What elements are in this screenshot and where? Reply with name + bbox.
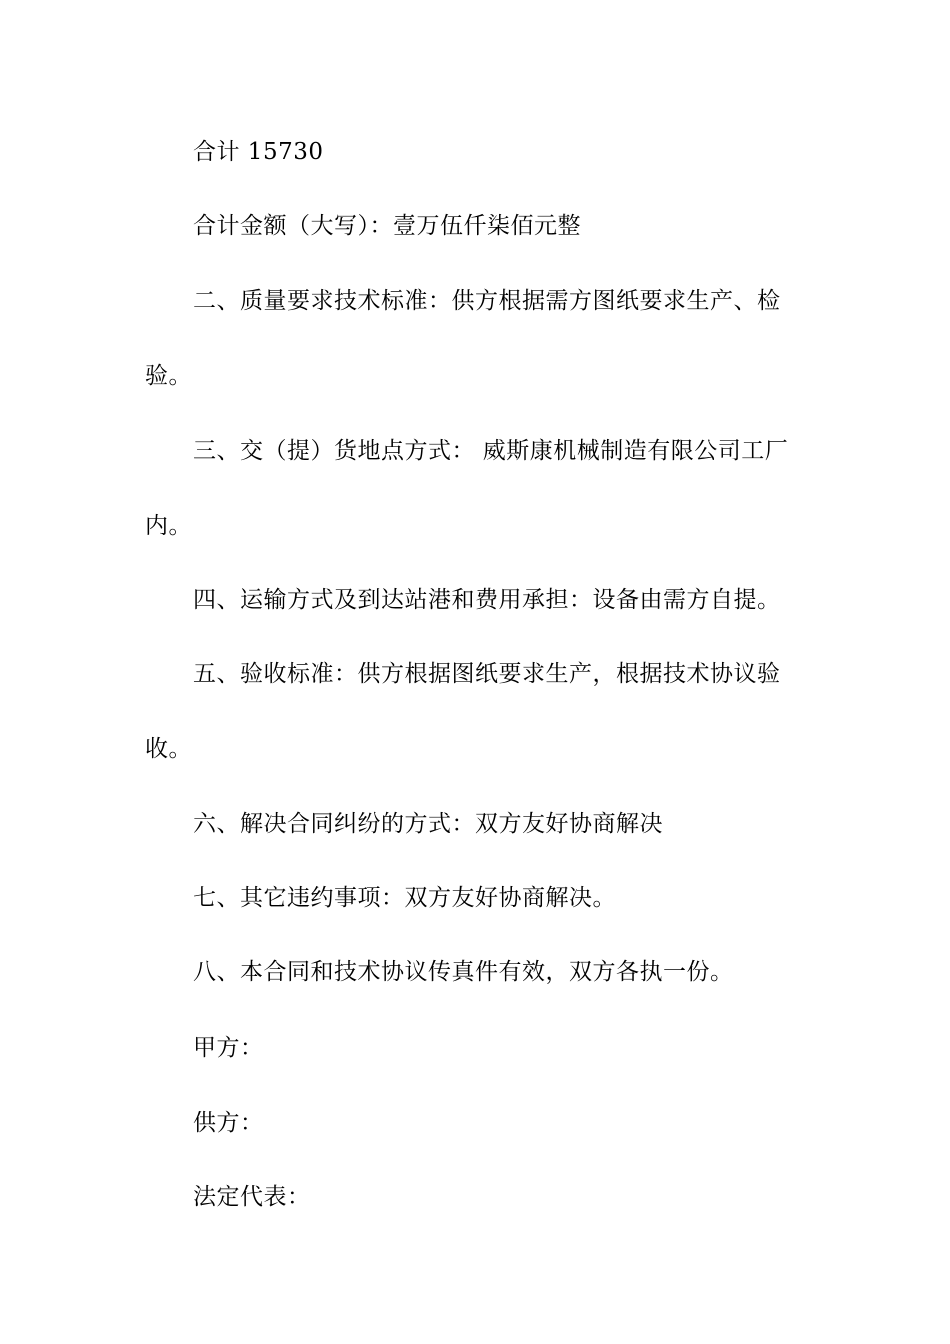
supplier-label: 供方： bbox=[193, 1110, 264, 1136]
clause-5-line-2: 收。 bbox=[145, 736, 192, 762]
clause-5-line-1: 五、验收标准：供方根据图纸要求生产，根据技术协议验 bbox=[193, 661, 781, 687]
clause-6: 六、解决合同纠纷的方式：双方友好协商解决 bbox=[193, 811, 663, 837]
clause-8: 八、本合同和技术协议传真件有效，双方各执一份。 bbox=[193, 959, 734, 985]
clause-7: 七、其它违约事项：双方友好协商解决。 bbox=[193, 885, 616, 911]
total-amount-words: 合计金额（大写）：壹万伍仟柒佰元整 bbox=[193, 213, 581, 239]
clause-3-line-1: 三、交（提）货地点方式： 威斯康机械制造有限公司工厂 bbox=[193, 438, 789, 464]
clause-4: 四、运输方式及到达站港和费用承担：设备由需方自提。 bbox=[193, 587, 781, 613]
clause-3-line-2: 内。 bbox=[145, 513, 192, 539]
party-a-label: 甲方： bbox=[193, 1035, 264, 1061]
clause-2-line-1: 二、质量要求技术标准：供方根据需方图纸要求生产、检 bbox=[193, 288, 781, 314]
clause-2-line-2: 验。 bbox=[145, 363, 192, 389]
legal-representative-label: 法定代表： bbox=[193, 1184, 311, 1210]
total-line: 合计 15730 bbox=[193, 139, 324, 165]
